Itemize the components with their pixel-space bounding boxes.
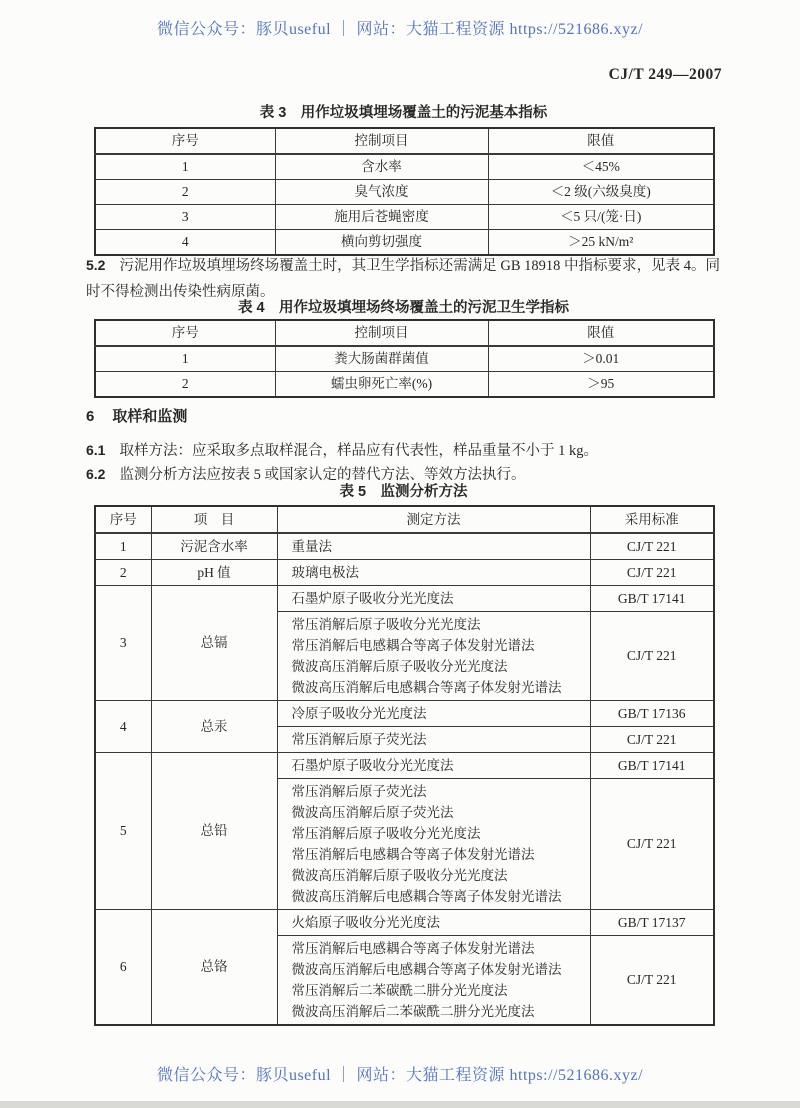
method-line: 常压消解后原子荧光法 xyxy=(291,732,427,747)
table-cell: 2 xyxy=(95,372,275,398)
table-cell: ＜2 级(六级臭度) xyxy=(488,180,714,205)
clause-number: 6.1 xyxy=(86,442,106,458)
standard-number: CJ/T 249—2007 xyxy=(608,66,722,83)
methods-cell xyxy=(277,936,590,1026)
column-header: 项 目 xyxy=(151,506,277,533)
method-line: 微波高压消解后电感耦合等离子体发射光谱法 xyxy=(291,680,562,695)
methods-cell xyxy=(277,533,590,560)
table-row xyxy=(95,346,714,372)
method-line: 玻璃电极法 xyxy=(291,565,359,580)
method-line: 冷原子吸收分光光度法 xyxy=(291,706,427,721)
methods-cell xyxy=(277,586,590,612)
item-number-cell: 2 xyxy=(95,560,151,586)
table-row xyxy=(95,205,714,230)
table3 xyxy=(94,127,715,256)
standard-cell: CJ/T 221 xyxy=(590,533,714,560)
methods-cell xyxy=(277,701,590,727)
table-cell: 3 xyxy=(95,205,275,230)
method-line: 微波高压消解后电感耦合等离子体发射光谱法 xyxy=(291,889,562,904)
method-line: 常压消解后原子吸收分光光度法 xyxy=(291,826,481,841)
standard-cell: CJ/T 221 xyxy=(590,560,714,586)
table-cell: 2 xyxy=(95,180,275,205)
item-name-cell: 总铬 xyxy=(151,910,277,1026)
table-row xyxy=(95,372,714,398)
table5-title: 表 5 监测分析方法 xyxy=(339,484,468,500)
table-row xyxy=(95,560,714,586)
table4 xyxy=(94,319,715,398)
table-row xyxy=(95,533,714,560)
column-header: 序号 xyxy=(95,128,275,154)
paragraph-6-1 xyxy=(86,437,720,464)
method-line: 常压消解后二苯碳酰二肼分光光度法 xyxy=(291,983,508,998)
table-cell: 粪大肠菌群菌值 xyxy=(275,346,488,372)
clause-text: 取样方法：应采取多点取样混合，样品应有代表性，样品重量不小于 1 kg。 xyxy=(119,443,598,459)
column-header: 限值 xyxy=(488,320,714,346)
table-header-row xyxy=(95,506,714,533)
item-name-cell: 污泥含水率 xyxy=(151,533,277,560)
column-header: 控制项目 xyxy=(275,128,488,154)
standard-cell: CJ/T 221 xyxy=(590,936,714,1026)
scan-edge-shadow xyxy=(0,1101,800,1108)
column-header: 限值 xyxy=(488,128,714,154)
table-row xyxy=(95,180,714,205)
table4-title: 表 4 用作垃圾填埋场终场覆盖土的污泥卫生学指标 xyxy=(237,300,570,316)
method-line: 石墨炉原子吸收分光光度法 xyxy=(291,591,454,606)
table-cell: 1 xyxy=(95,154,275,180)
table-cell: ＜5 只/(笼·日) xyxy=(488,205,714,230)
table-row xyxy=(95,586,714,612)
column-header: 测定方法 xyxy=(277,506,590,533)
column-header: 序号 xyxy=(95,320,275,346)
table-header-row xyxy=(95,128,714,154)
method-line: 常压消解后原子荧光法 xyxy=(291,784,427,799)
standard-cell: GB/T 17141 xyxy=(590,586,714,612)
section-6-heading xyxy=(86,405,187,426)
table-cell: 4 xyxy=(95,230,275,256)
clause-text: 污泥用作垃圾填埋场终场覆盖土时，其卫生学指标还需满足 GB 18918 中指标要求，见表 4。同时不得检测出传染性病原菌。 xyxy=(86,258,720,300)
watermark-header xyxy=(0,16,800,39)
method-line: 常压消解后电感耦合等离子体发射光谱法 xyxy=(291,847,535,862)
watermark-text: 微信公众号：豚贝useful ｜ 网站：大猫工程资源 https://521686.xyz/ xyxy=(156,1067,644,1084)
method-line: 火焰原子吸收分光光度法 xyxy=(291,915,440,930)
item-number-cell: 4 xyxy=(95,701,151,753)
standard-cell: CJ/T 221 xyxy=(590,779,714,910)
standard-cell: GB/T 17136 xyxy=(590,701,714,727)
table-cell: ＞0.01 xyxy=(488,346,714,372)
standard-cell: GB/T 17137 xyxy=(590,910,714,936)
method-line: 微波高压消解后原子吸收分光光度法 xyxy=(291,659,508,674)
methods-cell xyxy=(277,753,590,779)
table3-title: 表 3 用作垃圾填埋场覆盖土的污泥基本指标 xyxy=(259,105,548,121)
item-number-cell: 5 xyxy=(95,753,151,910)
table-cell: 含水率 xyxy=(275,154,488,180)
table-header-row xyxy=(95,320,714,346)
clause-text: 监测分析方法应按表 5 或国家认定的替代方法、等效方法执行。 xyxy=(119,467,526,483)
method-line: 常压消解后电感耦合等离子体发射光谱法 xyxy=(291,638,535,653)
item-number-cell: 1 xyxy=(95,533,151,560)
item-name-cell: pH 值 xyxy=(151,560,277,586)
method-line: 重量法 xyxy=(291,539,332,554)
watermark-footer xyxy=(0,1062,800,1085)
table-cell: 横向剪切强度 xyxy=(275,230,488,256)
methods-cell xyxy=(277,727,590,753)
table-row xyxy=(95,910,714,936)
table-row xyxy=(95,701,714,727)
method-line: 微波高压消解后电感耦合等离子体发射光谱法 xyxy=(291,962,562,977)
methods-cell xyxy=(277,910,590,936)
method-line: 常压消解后电感耦合等离子体发射光谱法 xyxy=(291,941,535,956)
standard-cell: CJ/T 221 xyxy=(590,612,714,701)
method-line: 常压消解后原子吸收分光光度法 xyxy=(291,617,481,632)
item-number-cell: 3 xyxy=(95,586,151,701)
clause-number: 6.2 xyxy=(86,466,106,482)
table-cell: ＜45% xyxy=(488,154,714,180)
item-name-cell: 总镉 xyxy=(151,586,277,701)
methods-cell xyxy=(277,560,590,586)
method-line: 微波高压消解后原子吸收分光光度法 xyxy=(291,868,508,883)
item-number-cell: 6 xyxy=(95,910,151,1026)
method-line: 微波高压消解后原子荧光法 xyxy=(291,805,454,820)
table-cell: ＞95 xyxy=(488,372,714,398)
table-cell: 蠕虫卵死亡率(%) xyxy=(275,372,488,398)
standard-cell: GB/T 17141 xyxy=(590,753,714,779)
table-cell: ＞25 kN/m² xyxy=(488,230,714,256)
item-name-cell: 总汞 xyxy=(151,701,277,753)
table-row xyxy=(95,753,714,779)
watermark-text: 微信公众号：豚贝useful ｜ 网站：大猫工程资源 https://521686.xyz/ xyxy=(156,21,644,38)
method-line: 石墨炉原子吸收分光光度法 xyxy=(291,758,454,773)
column-header: 控制项目 xyxy=(275,320,488,346)
standard-cell: CJ/T 221 xyxy=(590,727,714,753)
table5 xyxy=(94,505,715,1026)
table-cell: 1 xyxy=(95,346,275,372)
table-cell: 臭气浓度 xyxy=(275,180,488,205)
methods-cell xyxy=(277,612,590,701)
table-row xyxy=(95,154,714,180)
method-line: 微波高压消解后二苯碳酰二肼分光光度法 xyxy=(291,1004,535,1019)
column-header: 采用标准 xyxy=(590,506,714,533)
methods-cell xyxy=(277,779,590,910)
column-header: 序号 xyxy=(95,506,151,533)
clause-number: 5.2 xyxy=(86,257,106,273)
table-cell: 施用后苍蝇密度 xyxy=(275,205,488,230)
section-number: 6 xyxy=(86,408,95,425)
item-name-cell: 总铅 xyxy=(151,753,277,910)
section-title: 取样和监测 xyxy=(112,408,188,425)
